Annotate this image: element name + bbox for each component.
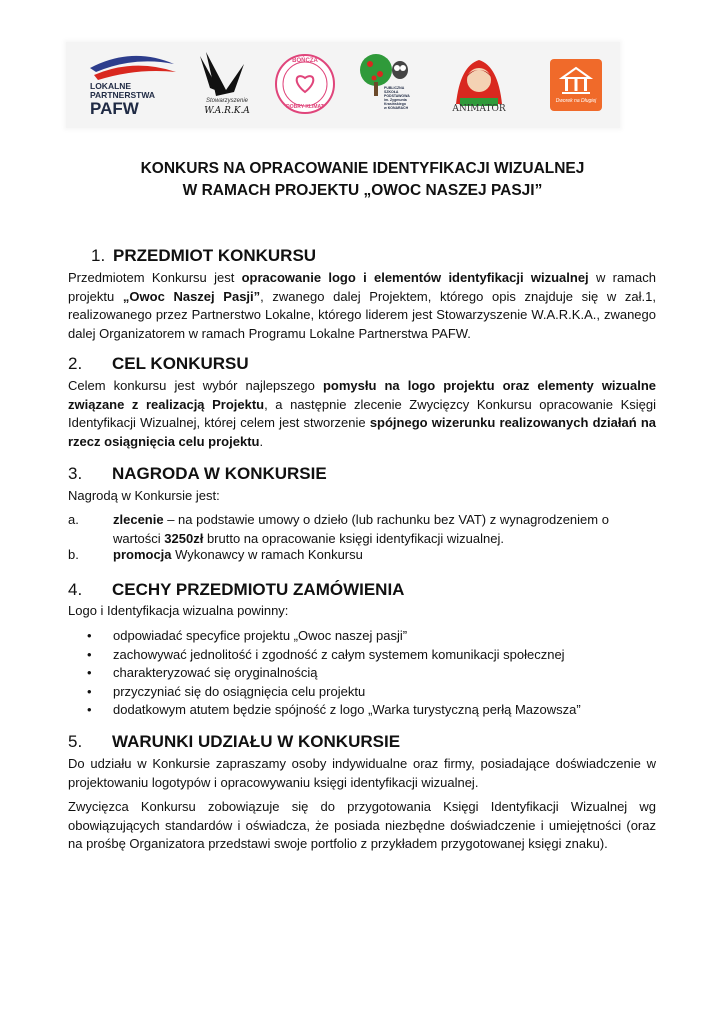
bullet-text-4: przyczyniać się do osiągnięcia celu projektu bbox=[113, 683, 366, 699]
section-2-number: 2. bbox=[68, 354, 83, 373]
pafw-line2: PARTNERSTWA bbox=[90, 90, 156, 100]
section-4-bullet-list bbox=[68, 627, 656, 720]
section-1-number: 1. bbox=[91, 246, 106, 265]
red-riding-hood-icon bbox=[438, 42, 520, 128]
section-3-item-b bbox=[68, 546, 656, 565]
bullet-icon: • bbox=[87, 665, 92, 680]
school-line1: PUBLICZNA bbox=[384, 86, 405, 90]
s1-text-d: „Owoc Naszej Pasji” bbox=[122, 288, 261, 304]
bullet-icon: • bbox=[87, 646, 92, 662]
document-title-line2: W RAMACH PROJEKTU „OWOC NASZEJ PASJI” bbox=[182, 182, 543, 199]
pafw-logo bbox=[82, 42, 182, 128]
warka-sub: Stowarzyszenie bbox=[205, 98, 249, 104]
section-4-heading bbox=[68, 580, 404, 600]
list-item bbox=[68, 627, 656, 646]
section-3-intro: Nagrodą w Konkursie jest: bbox=[68, 488, 220, 503]
bullet-text-2: zachowywać jednolitość i zgodność z całym systemem komunikacji społecznej bbox=[113, 646, 565, 662]
s2-text-c: , a następnie zlecenie Zwycięzcy Konkursu opracowanie Księgi Identyfikacji Wizualnej, której celem jest stworzenie bbox=[68, 396, 656, 430]
item-a-t1: – na podstawie umowy o dzieło (lub rachunku bez VAT) z wynagrodzeniem o wartości bbox=[113, 512, 609, 546]
section-4-number: 4. bbox=[68, 580, 83, 599]
boncza-bottom: DOBRY KLIMAT bbox=[286, 104, 324, 110]
item-b-text bbox=[113, 546, 656, 565]
boncza-logo bbox=[272, 42, 338, 128]
school-line4: im. Zygmunta Krasińskiego bbox=[384, 98, 407, 106]
section-2-heading bbox=[68, 354, 249, 374]
s1-text-b: opracowanie logo i elementów identyfikacji wizualnej bbox=[241, 270, 589, 285]
list-item bbox=[68, 646, 656, 665]
dworek-name: Dworek na Długiej bbox=[555, 98, 597, 104]
apple-tree-owl-icon bbox=[356, 42, 418, 128]
bullet-icon: • bbox=[87, 683, 92, 699]
section-2-paragraph bbox=[68, 377, 656, 451]
item-a-marker: a. bbox=[68, 512, 79, 527]
school-logo bbox=[356, 42, 418, 128]
school-line5: w KONARACH bbox=[384, 106, 409, 110]
school-line3: PODSTAWOWA bbox=[384, 94, 410, 98]
pafw-line1: LOKALNE bbox=[90, 81, 132, 91]
section-3-item-a bbox=[68, 511, 656, 548]
bullet-text-5: dodatkowym atutem będzie spójność z logo „Warka turystyczną perłą Mazowsza” bbox=[113, 702, 581, 717]
bullet-icon: • bbox=[87, 628, 92, 643]
list-item bbox=[68, 683, 656, 702]
section-5-title: WARUNKI UDZIAŁU W KONKURSIE bbox=[112, 732, 401, 751]
section-4-intro: Logo i Identyfikacja wizualna powinny: bbox=[68, 603, 289, 618]
s1-text-a: Przedmiotem Konkursu jest bbox=[68, 270, 242, 285]
section-3-heading bbox=[68, 464, 327, 484]
bullet-text-3: charakteryzować się oryginalnością bbox=[113, 665, 318, 680]
item-b-bold: promocja bbox=[113, 547, 172, 562]
section-3-number: 3. bbox=[68, 464, 83, 483]
section-2-title: CEL KONKURSU bbox=[112, 354, 249, 373]
dworek-logo bbox=[548, 42, 604, 128]
list-item bbox=[68, 701, 656, 720]
section-4-title: CECHY PRZEDMIOTU ZAMÓWIENIA bbox=[112, 580, 405, 599]
pafw-line3: PAFW bbox=[90, 99, 139, 118]
animator-name: ANIMATOR bbox=[452, 104, 506, 114]
section-5-paragraph-1: Do udziału w Konkursie zapraszamy osoby indywidualne oraz firmy, posiadające doświadczenie w projektowaniu logotypów i opracowywaniu księgi identyfikacji wizualnej. bbox=[68, 756, 656, 790]
section-3-title: NAGRODA W KONKURSIE bbox=[112, 464, 327, 483]
s2-text-e: . bbox=[259, 433, 264, 449]
s2-text-b: pomysłu na logo projektu oraz elementy wizualne związane z realizacją Projektu bbox=[68, 378, 657, 412]
warka-name: W.A.R.K.A bbox=[204, 106, 250, 116]
section-1-title: PRZEDMIOT KONKURSU bbox=[113, 246, 317, 265]
animator-logo bbox=[438, 42, 520, 128]
item-a-bold: zlecenie bbox=[113, 512, 164, 527]
section-5-paragraph-2: Zwycięzca Konkursu zobowiązuje się do przygotowania Księgi Identyfikacji Wizualnej wg obowiązujących standardów i oświadcza, że posiada niezbędne doświadczenie i umiejętności (oraz na prośbę Organizatora przedstawi swoje portfolio z przykładem przygotowanej księgi znaku). bbox=[68, 799, 656, 851]
bullet-text-1: odpowiadać specyfice projektu „Owoc naszej pasji” bbox=[113, 628, 408, 643]
s2-text-d: spójnego wizerunku realizowanych działań na rzecz osiągnięcia celu projektu bbox=[68, 415, 656, 449]
item-b-marker: b. bbox=[68, 547, 79, 562]
section-1-paragraph bbox=[68, 269, 656, 343]
list-item bbox=[68, 664, 656, 683]
warka-logo bbox=[196, 42, 258, 128]
manor-house-icon bbox=[548, 42, 604, 128]
boncza-top: BOŃCZA bbox=[292, 58, 318, 64]
bullet-icon: • bbox=[87, 702, 92, 717]
heart-seal-icon bbox=[272, 42, 338, 128]
item-a-bold2: 3250zł bbox=[164, 530, 204, 546]
s2-text-a: Celem konkursu jest wybór najlepszego bbox=[68, 378, 323, 393]
partner-logo-bar bbox=[66, 42, 620, 128]
school-line2: SZKOŁA bbox=[384, 90, 399, 94]
item-b-t1: Wykonawcy w ramach Konkursu bbox=[171, 547, 363, 562]
section-5-number: 5. bbox=[68, 732, 83, 751]
section-5-heading bbox=[68, 732, 400, 752]
s1-text-c: w ramach projektu bbox=[68, 270, 656, 304]
item-a-t2: brutto na opracowanie księgi identyfikacji wizualnej. bbox=[203, 530, 504, 546]
document-title-line1: KONKURS NA OPRACOWANIE IDENTYFIKACJI WIZUALNEJ bbox=[140, 160, 585, 177]
section-1-heading bbox=[91, 246, 316, 266]
s1-text-e: , zwanego dalej Projektem, którego opis znajduje się w zał.1, realizowanego przez Partnerstwo Lokalne, którego liderem jest Stowarzyszenie W.A.R.K.A., zwanego dalej Organizatorem w ramach Programu Lokalne Partnerstwa PAFW. bbox=[68, 288, 656, 341]
item-a-text bbox=[113, 511, 656, 548]
